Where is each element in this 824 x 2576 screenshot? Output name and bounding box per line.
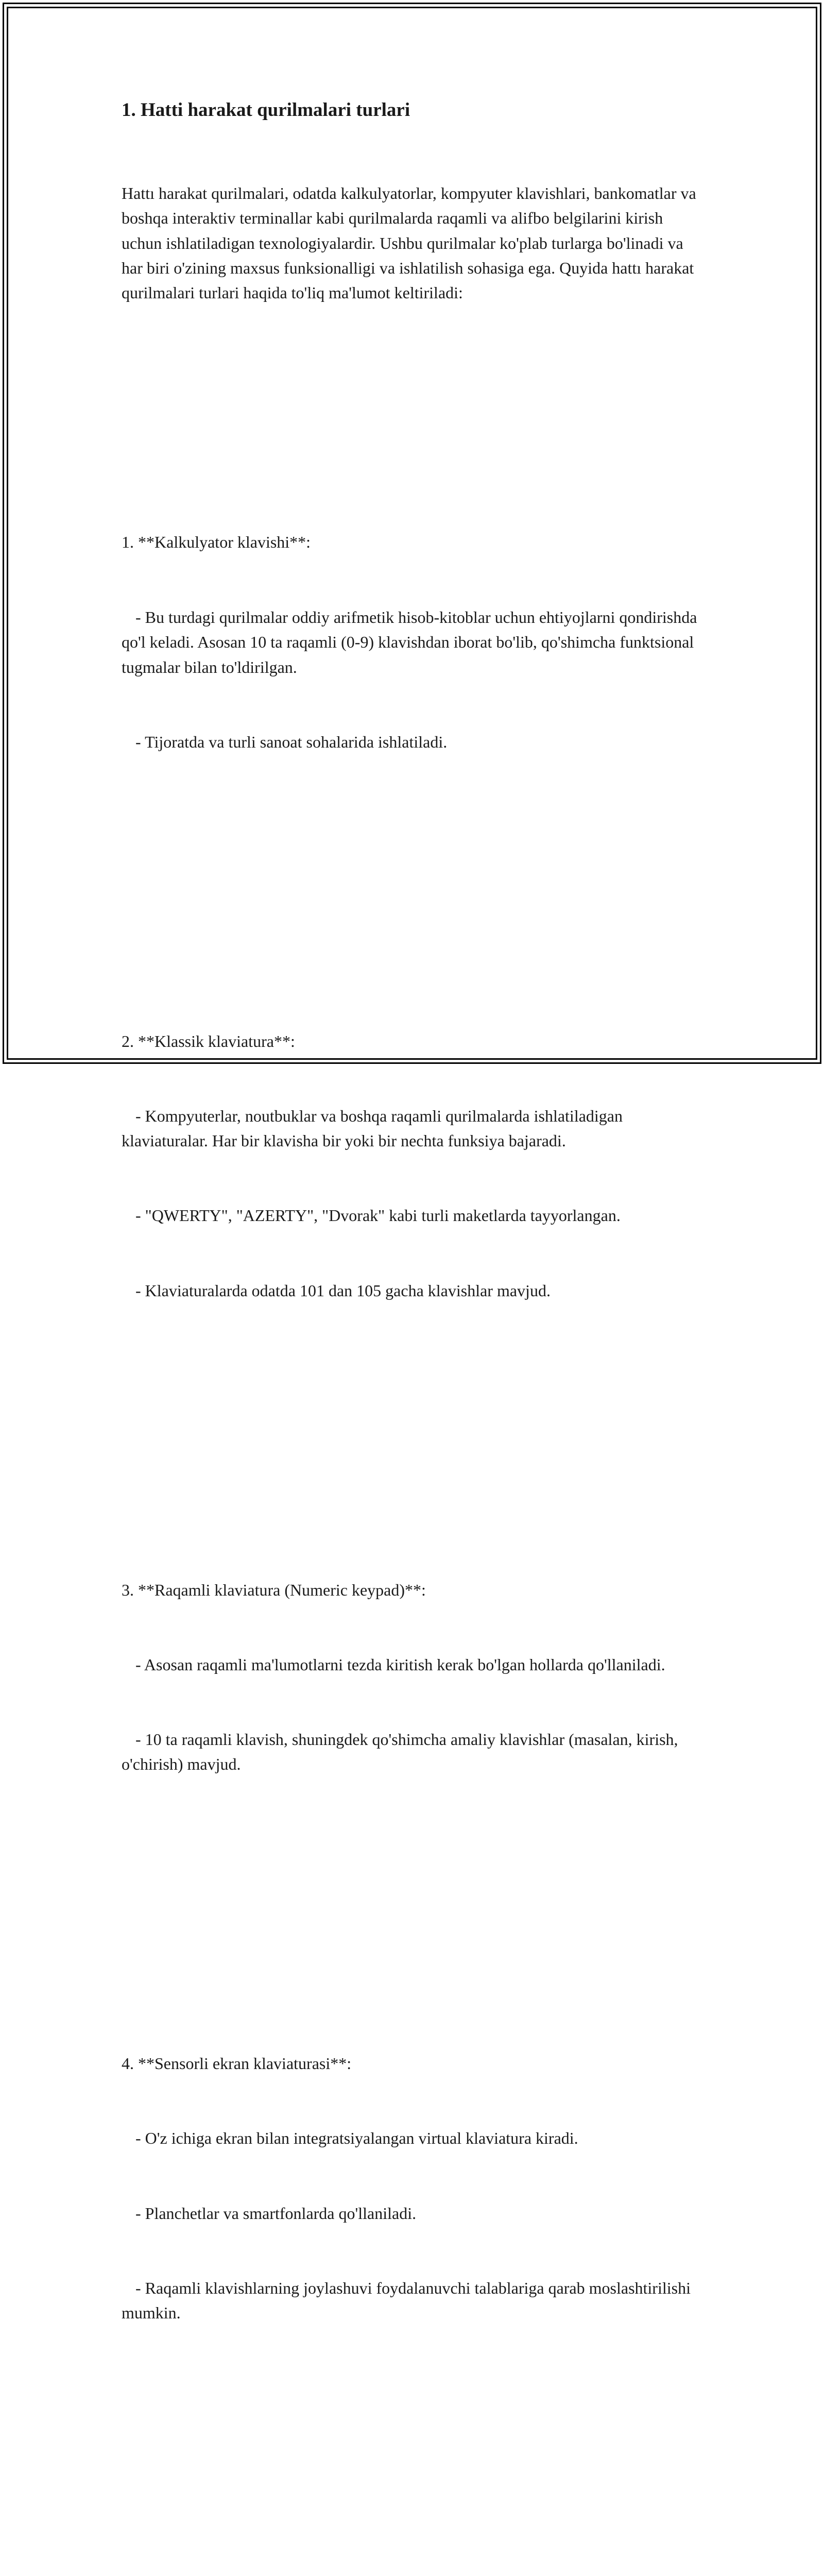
section-heading: 2. **Klassik klaviatura**: — [122, 1031, 295, 1050]
list-item: - Asosan raqamli ma'lumotlarni tezda kiritish kerak bo'lgan hollarda qo'llaniladi. — [135, 1655, 665, 1674]
section-ergonomic-keyboard — [122, 2550, 706, 2576]
list-item: - Tijoratda va turli sanoat sohalarida ishlatiladi. — [135, 732, 448, 751]
section-classic-keyboard — [122, 979, 706, 1353]
intro-paragraph: Hattı harakat qurilmalari, odatda kalkulyatorlar, kompyuter klavishlari, bankomatlar va boshqa interaktiv terminallar kabi qurilmalarda raqamli va alifbo belgilarini kirish uchun ishlatiladigan texnologiyalardir. Ushbu qurilmalar ko'plab turlarga bo'linadi va har biri o'zining maxsus funksionalligi va ishlatilish sohasiga ega. Quyida hattı harakat qurilmalari turlari haqida to'liq ma'lumot keltiriladi: — [122, 183, 700, 302]
document-body — [122, 131, 706, 2576]
list-item: - Klaviaturalarda odatda 101 dan 105 gacha klavishlar mavjud. — [135, 1281, 551, 1300]
document-page — [122, 97, 706, 2576]
section-heading: 3. **Raqamli klaviatura (Numeric keypad)**: — [122, 1580, 426, 1599]
section-numeric-keypad — [122, 1528, 706, 1827]
list-item: - O'z ichiga ekran bilan integratsiyalangan virtual klaviatura kiradi. — [135, 2129, 578, 2148]
document-title: 1. Hatti harakat qurilmalari turlari — [122, 99, 410, 121]
section-heading: 1. **Kalkulyator klavishi**: — [122, 533, 311, 552]
list-item: - Bu turdagi qurilmalar oddiy arifmetik hisob-kitoblar uchun ehtiyojlarni qondirishda qo'l keladi. Asosan 10 ta raqamli (0-9) klavishdan iborat bo'lib, qo'shimcha funktsional tugmalar bilan to'ldirilgan. — [122, 607, 701, 676]
spacer — [122, 380, 706, 405]
spacer — [122, 879, 706, 904]
list-item: - 10 ta raqamli klavish, shuningdek qo'shimcha amaliy klavishlar (masalan, kirish, o'chirish) mavjud. — [122, 1730, 682, 1774]
section-heading: 4. **Sensorli ekran klaviaturasi**: — [122, 2054, 352, 2073]
section-calculator — [122, 480, 706, 804]
spacer — [122, 1428, 706, 1452]
list-item: - Kompyuterlar, noutbuklar va boshqa raqamli qurilmalarda ishlatiladigan klaviaturalar. Har bir klavisha bir yoki bir nechta funksiya bajaradi. — [122, 1106, 627, 1150]
list-item: - Planchetlar va smartfonlarda qo'llaniladi. — [135, 2204, 417, 2223]
list-item: - Raqamli klavishlarning joylashuvi foydalanuvchi talablariga qarab moslashtirilishi mumkin. — [122, 2278, 695, 2323]
spacer — [122, 1902, 706, 1926]
list-item: - "QWERTY", "AZERTY", "Dvorak" kabi turli maketlarda tayyorlangan. — [135, 1206, 621, 1225]
spacer — [122, 2450, 706, 2475]
section-touchscreen-keyboard — [122, 2001, 706, 2375]
